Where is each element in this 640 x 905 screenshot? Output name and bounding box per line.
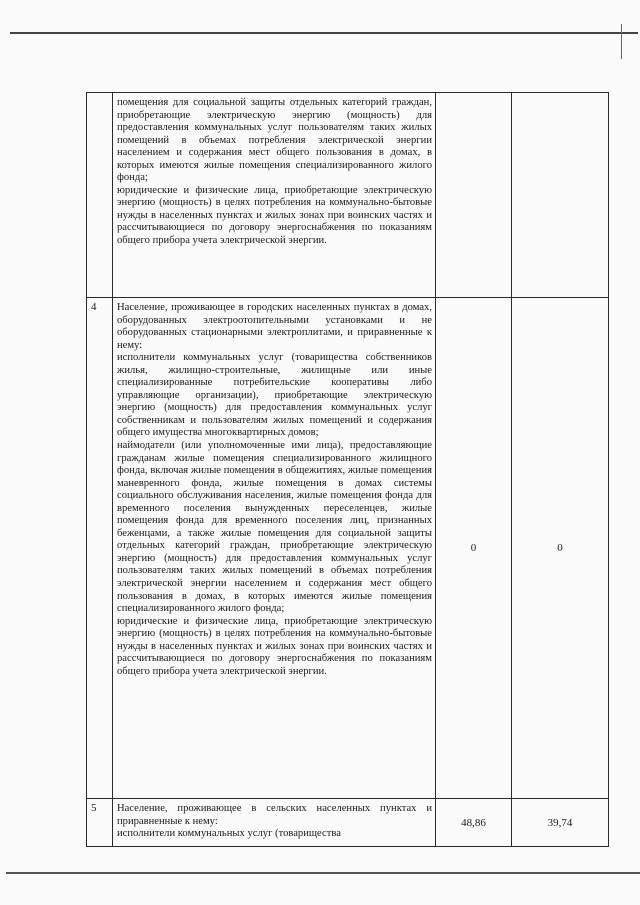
- value-col-1: 48,86: [436, 799, 512, 847]
- table-row: [87, 799, 609, 847]
- table-row: [87, 298, 609, 799]
- paragraph: Население, проживающее в сельских населенных пунктах и приравненные к нему:: [117, 803, 432, 827]
- row-description: [113, 93, 436, 298]
- paragraph: Население, проживающее в городских населенных пунктах в домах, оборудованных электроотопительными установками и не оборудованных стационарными электроплитами, и приравненные к нему:: [117, 302, 432, 351]
- value-col-2: [512, 93, 609, 298]
- row-description: [113, 799, 436, 847]
- row-number: [87, 93, 113, 298]
- table-row: [87, 93, 609, 298]
- paragraph: исполнители коммунальных услуг (товарищества собственников жилья, жилищно-строительные, жилищные или иные специализированные потребительские кооперативы либо управляющие организации), приобретающие электрическую энергию (мощность) для предоставления коммунальных услуг собственникам и пользователям жилых помещений и содержания общего имущества многоквартирных домов;: [117, 352, 432, 439]
- value-col-2: 0: [512, 298, 609, 799]
- row-number: 5: [87, 799, 113, 847]
- paragraph: наймодатели (или уполномоченные ими лица), предоставляющие гражданам жилые помещения специализированного жилищного фонда, включая жилые помещения в общежитиях, жилые помещения маневренного фонда, жилые помещения в домах системы социального обслуживания населения, жилые помещения фонда для временного поселения вынужденных переселенцев, жилые помещения фонда для временного поселения лиц, признанных беженцами, а также жилые помещения для социальной защиты отдельных категорий граждан, приобретающие электрическую энергию (мощность) для предоставления коммунальных услуг пользователям таких жилых помещений в объемах потребления электрической энергии населением и содержания мест общего пользования в домах, в которых имеются жилые помещения специализированного жилого фонда;: [117, 440, 432, 615]
- row-description: [113, 298, 436, 799]
- bottom-rule: [6, 872, 640, 874]
- paragraph: юридические и физические лица, приобретающие электрическую энергию (мощность) в целях потребления на коммунально-бытовые нужды в населенных пунктах и жилых зонах при воинских частях и рассчитывающиеся по договору энергоснабжения по показаниям общего прибора учета электрической энергии.: [117, 615, 432, 677]
- value-col-1: 0: [436, 298, 512, 799]
- value-col-1: [436, 93, 512, 298]
- row-number: 4: [87, 298, 113, 799]
- tariff-table: [86, 92, 609, 847]
- top-rule: [10, 32, 638, 34]
- paragraph: исполнители коммунальных услуг (товарищества: [117, 828, 341, 840]
- right-margin-mark: [621, 24, 622, 59]
- value-col-2: 39,74: [512, 799, 609, 847]
- paragraph: помещения для социальной защиты отдельных категорий граждан, приобретающие электрическую энергию (мощность) для предоставления коммунальных услуг пользователям таких жилых помещений в объемах потребления электрической энергии населением и содержания мест общего пользования в домах, в которых имеются жилые помещения специализированного жилого фонда;: [117, 97, 432, 184]
- paragraph: юридические и физические лица, приобретающие электрическую энергию (мощность) в целях потребления на коммунально-бытовые нужды в населенных пунктах и жилых зонах при воинских частях и рассчитывающиеся по договору энергоснабжения по показаниям общего прибора учета электрической энергии.: [117, 184, 432, 247]
